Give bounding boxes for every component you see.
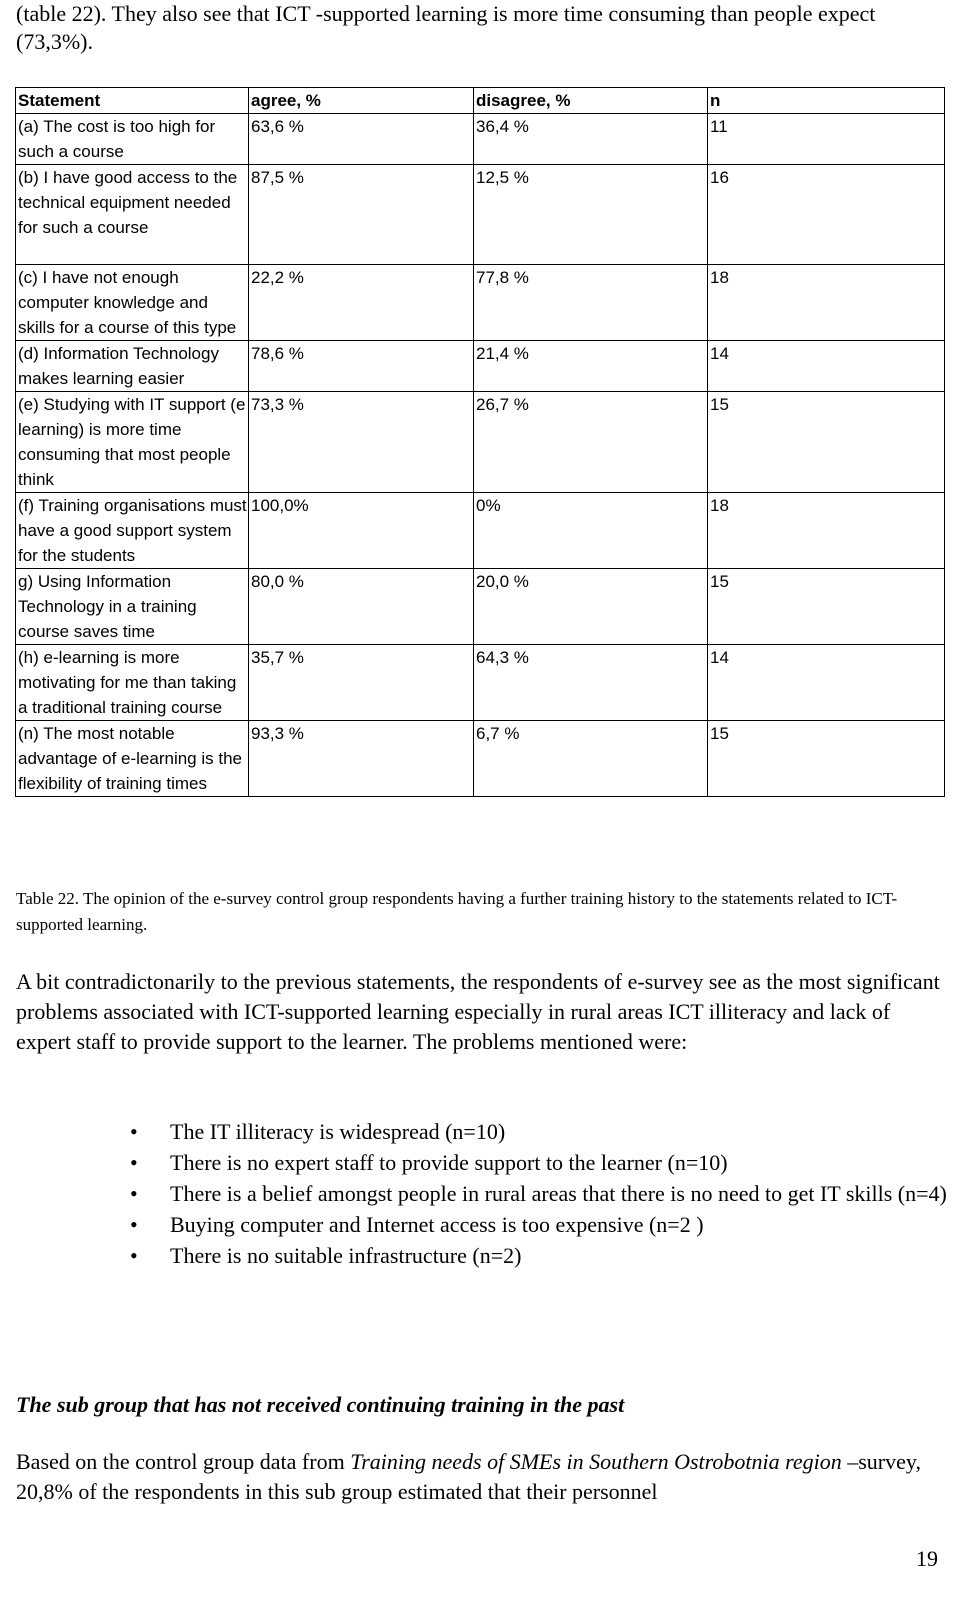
disagree-cell: 36,4 % xyxy=(474,114,708,165)
n-cell: 14 xyxy=(708,341,945,392)
agree-cell: 22,2 % xyxy=(249,265,474,341)
list-item-text: Buying computer and Internet access is too expensive (n=2 ) xyxy=(170,1212,704,1237)
statement-cell: (e) Studying with IT support (e learning) is more time consuming that most people think xyxy=(16,392,249,493)
table-caption: Table 22. The opinion of the e-survey control group respondents having a further training history to the statements related to ICT-supported learning. xyxy=(16,889,898,934)
list-item-text: There is no expert staff to provide support to the learner (n=10) xyxy=(170,1150,728,1175)
list-item xyxy=(130,1179,950,1209)
agree-cell: 87,5 % xyxy=(249,165,474,265)
agree-cell: 63,6 % xyxy=(249,114,474,165)
table-row xyxy=(16,493,945,569)
header-disagree: disagree, % xyxy=(474,88,708,114)
disagree-cell: 20,0 % xyxy=(474,569,708,645)
n-cell: 15 xyxy=(708,392,945,493)
bullet-icon: • xyxy=(130,1181,138,1206)
disagree-cell: 6,7 % xyxy=(474,721,708,797)
statement-cell: (a) The cost is too high for such a course xyxy=(16,114,249,165)
table-row xyxy=(16,165,945,265)
statement-cell: (n) The most notable advantage of e-learning is the flexibility of training times xyxy=(16,721,249,797)
disagree-cell: 77,8 % xyxy=(474,265,708,341)
problems-list xyxy=(130,1117,950,1272)
n-cell: 18 xyxy=(708,265,945,341)
bullet-icon: • xyxy=(130,1243,138,1268)
n-cell: 14 xyxy=(708,645,945,721)
table-row xyxy=(16,392,945,493)
header-statement: Statement xyxy=(16,88,249,114)
table-row xyxy=(16,114,945,165)
table-row xyxy=(16,265,945,341)
list-item-text: There is a belief amongst people in rural areas that there is no need to get IT skills (n=4) xyxy=(170,1181,947,1206)
survey-table xyxy=(15,87,945,797)
statement-cell: g) Using Information Technology in a training course saves time xyxy=(16,569,249,645)
page-number: 19 xyxy=(916,1546,938,1571)
n-cell: 18 xyxy=(708,493,945,569)
table-header-row xyxy=(16,88,945,114)
agree-cell: 73,3 % xyxy=(249,392,474,493)
statement-cell: (b) I have good access to the technical equipment needed for such a course xyxy=(16,165,249,265)
intro-text: (table 22). They also see that ICT -supported learning is more time consuming than people expect (73,3%). xyxy=(16,1,876,54)
list-item xyxy=(130,1148,950,1178)
paragraph-text: Based on the control group data from xyxy=(16,1449,351,1474)
list-item xyxy=(130,1117,950,1147)
n-cell: 11 xyxy=(708,114,945,165)
disagree-cell: 12,5 % xyxy=(474,165,708,265)
disagree-cell: 0% xyxy=(474,493,708,569)
list-item-text: The IT illiteracy is widespread (n=10) xyxy=(170,1119,506,1144)
list-item xyxy=(130,1210,950,1240)
statement-cell: (d) Information Technology makes learning easier xyxy=(16,341,249,392)
survey-title: Training needs of SMEs in Southern Ostrobotnia region xyxy=(350,1449,842,1474)
section-heading: The sub group that has not received continuing training in the past xyxy=(16,1392,625,1417)
disagree-cell: 26,7 % xyxy=(474,392,708,493)
table-row xyxy=(16,341,945,392)
paragraph-text: –survey, 20,8% of the respondents in this sub group estimated that their personnel xyxy=(16,1449,921,1504)
header-n: n xyxy=(708,88,945,114)
agree-cell: 35,7 % xyxy=(249,645,474,721)
statement-cell: (h) e-learning is more motivating for me than taking a traditional training course xyxy=(16,645,249,721)
bullet-icon: • xyxy=(130,1212,138,1237)
agree-cell: 80,0 % xyxy=(249,569,474,645)
agree-cell: 93,3 % xyxy=(249,721,474,797)
list-item xyxy=(130,1241,950,1271)
n-cell: 15 xyxy=(708,721,945,797)
statement-cell: (f) Training organisations must have a good support system for the students xyxy=(16,493,249,569)
agree-cell: 100,0% xyxy=(249,493,474,569)
bullet-icon: • xyxy=(130,1119,138,1144)
disagree-cell: 64,3 % xyxy=(474,645,708,721)
agree-cell: 78,6 % xyxy=(249,341,474,392)
body-paragraph-2 xyxy=(16,1447,951,1507)
statement-cell: (c) I have not enough computer knowledge and skills for a course of this type xyxy=(16,265,249,341)
n-cell: 16 xyxy=(708,165,945,265)
table-row xyxy=(16,645,945,721)
header-agree: agree, % xyxy=(249,88,474,114)
list-item-text: There is no suitable infrastructure (n=2) xyxy=(170,1243,522,1268)
bullet-icon: • xyxy=(130,1150,138,1175)
n-cell: 15 xyxy=(708,569,945,645)
table-row xyxy=(16,569,945,645)
table-row xyxy=(16,721,945,797)
body-paragraph: A bit contradictonarily to the previous statements, the respondents of e-survey see as the most significant problems associated with ICT-supported learning especially in rural areas ICT illiteracy and lack of expert staff to provide support to the learner. The problems mentioned were: xyxy=(16,969,940,1054)
disagree-cell: 21,4 % xyxy=(474,341,708,392)
